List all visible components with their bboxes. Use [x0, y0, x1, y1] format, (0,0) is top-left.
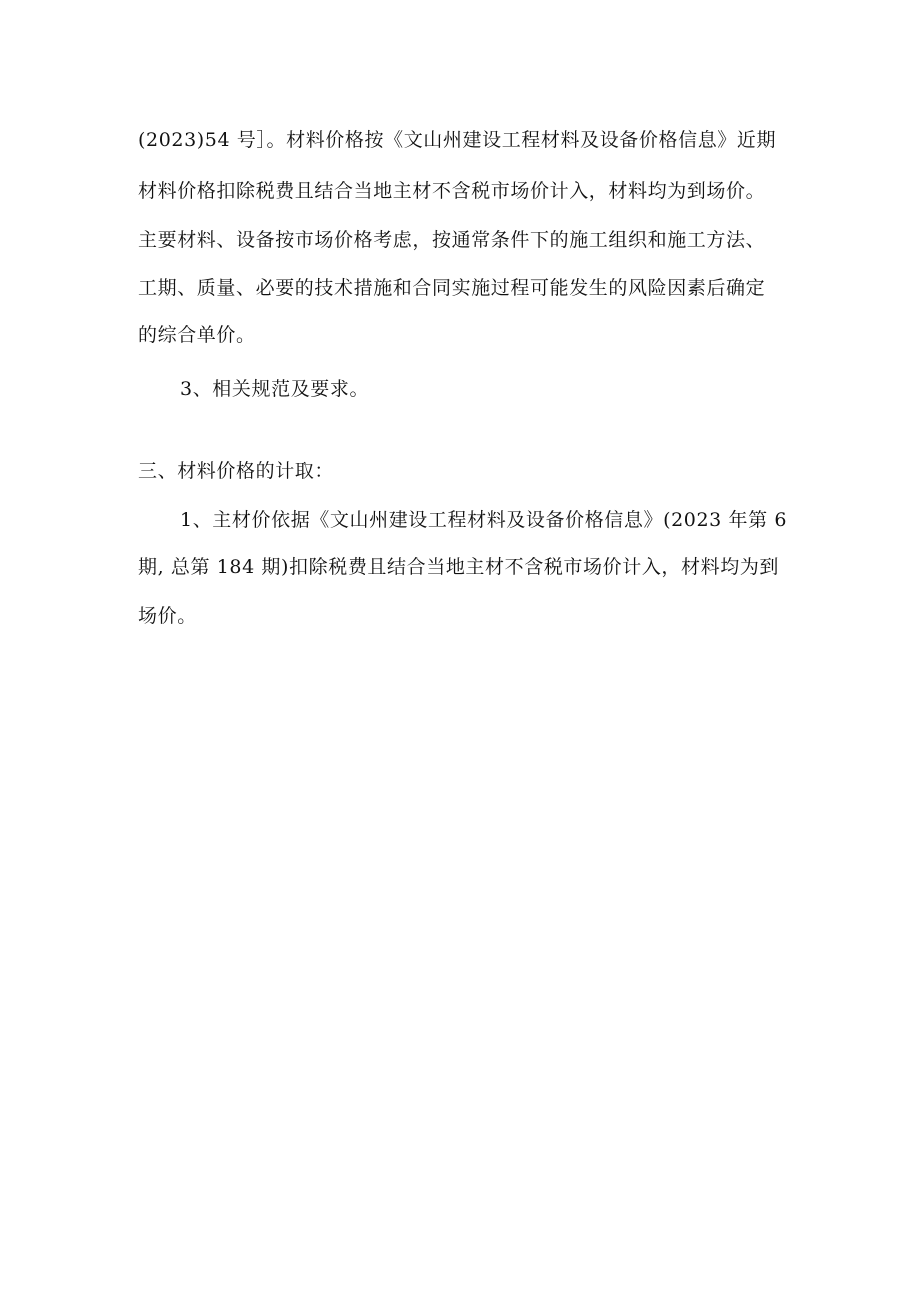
text-line: 1、主材价依据《文山州建设工程材料及设备价格信息》(2023 年第 6 — [180, 509, 788, 531]
text-line: (2023)54 号］。材料价格按《文山州建设工程材料及设备价格信息》近期 — [138, 129, 777, 151]
text-line: 工期、质量、必要的技术措施和合同实施过程可能发生的风险因素后确定 — [138, 277, 766, 299]
text-line: 主要材料、设备按市场价格考虑，按通常条件下的施工组织和施工方法、 — [138, 229, 766, 251]
text-line: 期, 总第 184 期)扣除税费且结合当地主材不含税市场价计入，材料均为到 — [138, 556, 780, 578]
section-heading: 三、材料价格的计取： — [138, 460, 335, 482]
list-item-specs: 3、相关规范及要求。 — [180, 378, 370, 400]
text-line: 场价。 — [138, 605, 197, 627]
text-line: 材料价格扣除税费且结合当地主材不含税市场价计入，材料均为到场价。 — [138, 180, 766, 202]
text-line: 的综合单价。 — [138, 324, 256, 346]
